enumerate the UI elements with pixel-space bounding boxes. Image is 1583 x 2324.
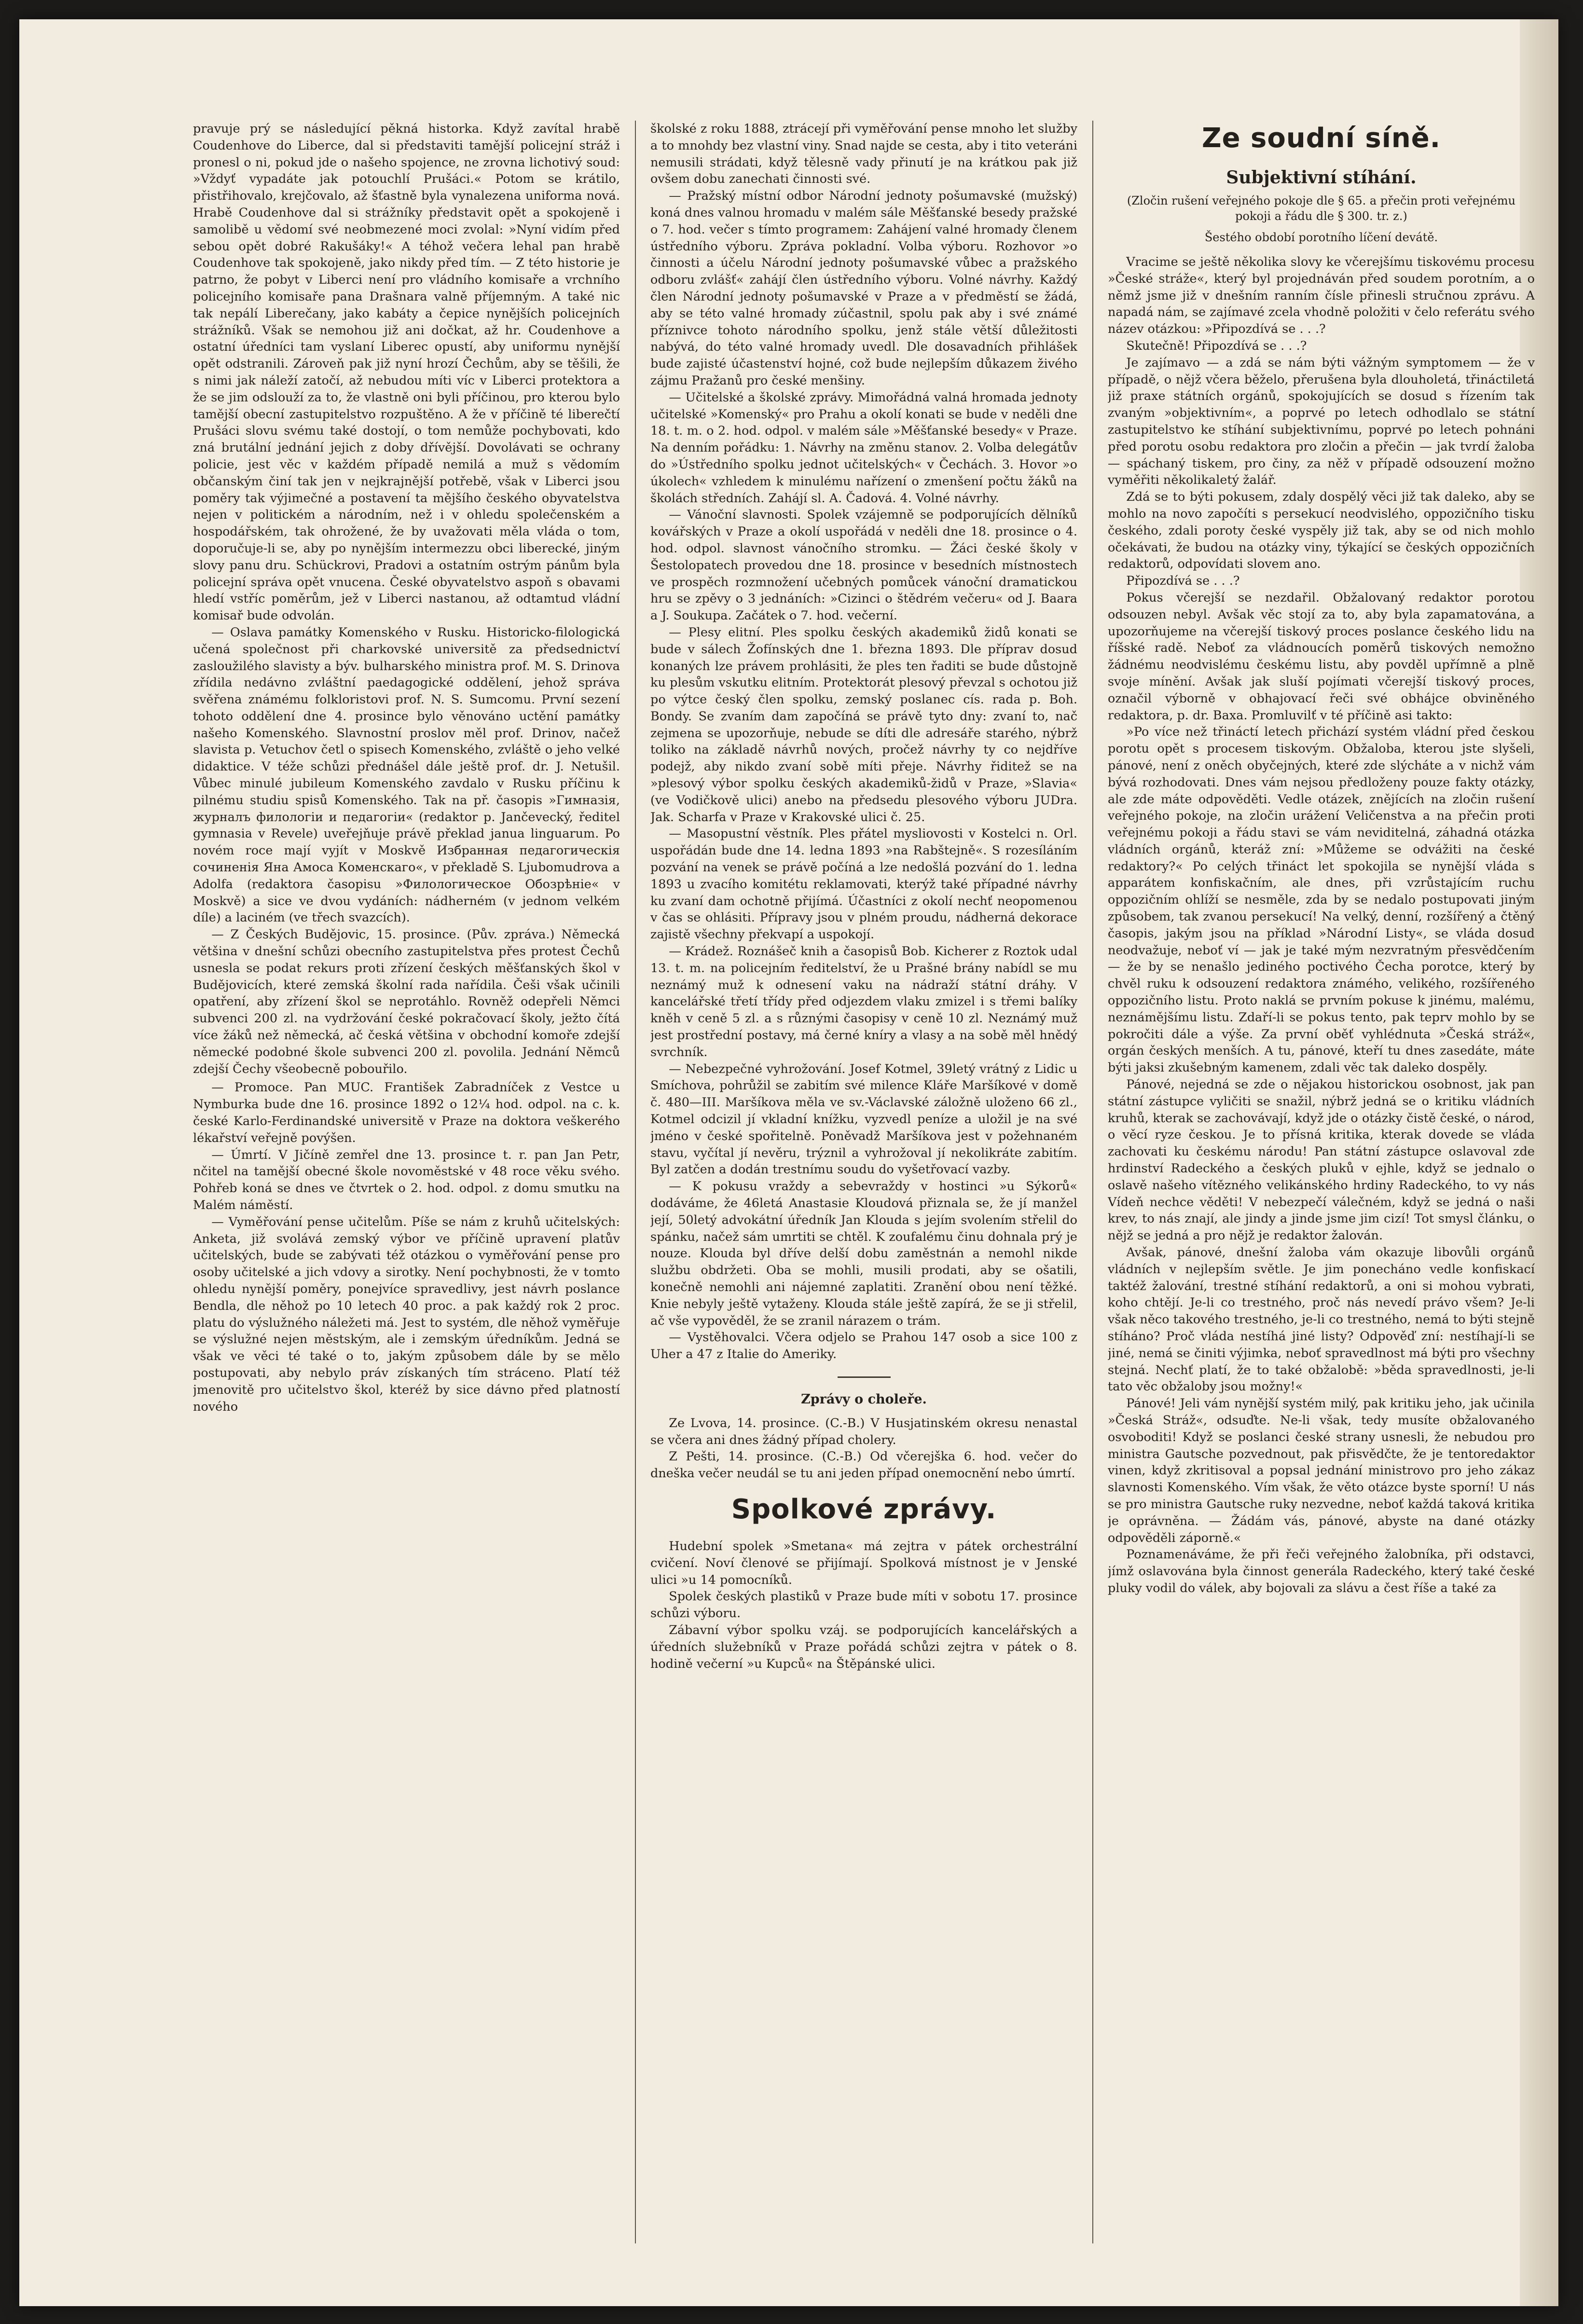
article-vystehovalci: — Vystěhovalci. Včera odjelo se Prahou 147 osob a sice 100 z Uher a 47 z Italie do Ameriky. xyxy=(650,1330,1077,1362)
court-paragraph: Vracime se ještě několika slovy ke včerejšímu tiskovému procesu »České stráže«, který byl projednáván před soudem porotním, a o němž jsme již v dnešním ranním čísle přinesli stručnou zprávu. A napadá nám, se zajímavé zcela vhodně položiti v čelo referátu svého název otázkou: »Připozdívá se . . .? xyxy=(1108,255,1535,337)
spolek-smetana: Hudební spolek »Smetana« má zejtra v pátek orchestrální cvičení. Noví členové se přijímají. Spolková místnost je v Jenské ulici »u 14 pomocníků. xyxy=(650,1539,1077,1587)
article-umrti: — Úmrtí. V Jičíně zemřel dne 13. prosince t. r. pan Jan Petr, nčitel na tamější obecné škole novoměstské v 48 roce věku svého. Pohřeb koná se dnes ve čtvrtek o 2. hod. odpol. z domu smutku na Malém náměstí. xyxy=(193,1147,620,1212)
cholera-heading: Zprávy o choleře. xyxy=(801,1391,927,1407)
section-separator xyxy=(838,1376,891,1378)
cholera-lvov: Ze Lvova, 14. prosince. (C.-B.) V Husjatinském okresu nenastal se včera ani dnes žádný případ cholery. xyxy=(650,1416,1077,1447)
article-komensky-russia: — Oslava památky Komenského v Rusku. Historicko-filologická učená společnost při charkovské universitě za předsednictví zasloužilého slavisty a býv. bulharského ministra prof. M. S. Drinova zřídila nedávno zvláštní paedagogické oddělení, jehož správa svěřena známému folkloristovi prof. N. S. Sumcomu. První sezení tohoto oddělení dne 4. prosince bylo věnováno uctění památky našeho Komenského. Slavnostní proslov měl prof. Drinov, načež slavista p. Vetuchov četl o spisech Komenského, zvláště o jeho velké didaktice. V téže schůzi přednášel dále ještě prof. dr. J. Netušil. Vůbec minulé jubileum Komenského zavdalo v Rusku příčinu k pilnému studiu spisů Komenského. Tak na př. časopis »Гимназія, журналъ филологіи и педагогіи« (redaktor p. Jančevecký, ředitel gymnasia v Revele) uveřejňuje právě překlad janua linguarum. Po novém roce mají vyjít v Moskvě Избранная педагогическія сочиненія Яна Амоса Коменскаго«, v překladě S. Ljubomudrova a Adolfa (redaktora časopisu »Филологическое Обозрѣніе« v Moskvě) a sice ve dvou vydáních: nádherném (v jednom velkém díle) a laciném (ve třech svazcích). xyxy=(193,625,620,925)
cholera-pest: Z Pešti, 14. prosince. (C.-B.) Od včerejška 6. hod. večer do dneška večer neudál se tu ani jeden případ onemocnění nebo úmrtí. xyxy=(650,1449,1077,1481)
court-paragraph: Pokus včerejší se nezdařil. Obžalovaný redaktor porotou odsouzen nebyl. Avšak věc stojí za to, aby byla zapamatována, a upozorňujeme na včerejší tiskový proces poslance českého lidu na říšské radě. Neboť za vládnoucích poměrů tiskových nemožno žádnému neodvislému českému listu, aby povděl upřímně a plně svoje mínění. Avšak jak sluší pojímati včerejší tiskový proces, označil výborně v obhajovací řeči své obhájce obviněného redaktora, p. dr. Baxa. Promluvilť v té příčině asi takto: xyxy=(1108,590,1535,723)
column-1 xyxy=(193,121,620,2243)
column-divider-2 xyxy=(1092,121,1093,2243)
article-promoce: — Promoce. Pan MUC. František Zabradníček z Vestce u Nymburka bude dne 16. prosince 1892 o 12¼ hod. odpol. na c. k. české Karlo-Ferdinandské universitě v Praze na doktora veškerého lékařství veřejně povýšen. xyxy=(193,1080,620,1145)
article-kradez: — Krádež. Roznášeč knih a časopisů Bob. Kicherer z Roztok udal 13. t. m. na policejním ředitelství, že u Prašné brány nabídl se mu neznámý muž k odnesení vaku na nádraží státní dráhy. V kancelářské třetí třídy před odjezdem vlaku zmizel i s třemi balíky kněh v ceně 5 zl. a s různými časopisy v ceně 10 zl. Neznámý muž jest prostřední postavy, má černé kníry a vlasy a na sobě měl hnědý svrchník. xyxy=(650,944,1077,1059)
day-note: Šestého období porotního líčení devátě. xyxy=(1204,231,1438,244)
court-paragraph: Avšak, pánové, dnešní žaloba vám okazuje libovůli orgánů vládních v nejlepším světle. Je jim ponecháno vedle konfiskací taktéž žalování, trestné stíhání redaktorů, a oni si mohou vybrati, koho chtějí. Je-li co trestného, proč nás nevedí právo všem? Je-li však něco takového trestného, je-li co trestného, nemá to býti stejně stíháno? Proč vláda nestíhá jiné listy? Odpověď zní: nestíhají-li se jiné, nemá se činiti výjimka, neboť spravedlnost má býti pro všechny stejná. Nechť platí, že to také obžalobě: »běda spravedlnosti, je-li tato věc obžaloby jsou možny!« xyxy=(1108,1245,1535,1394)
article-pense-continued: školské z roku 1888, ztrácejí při vyměřování pense mnoho let služby a to mnohdy bez vlastní viny. Snad najde se cesta, aby i tito veteráni nemusili strádati, když tělesně vady přinutí je na krátkou pak již ovšem dobu zanechati činnosti své. xyxy=(650,122,1077,187)
spolek-sluzebniku: Zábavní výbor spolku vzáj. se podporujících kancelářských a úředních služebníků v Praze pořádá schůzi zejtra v pátek o 8. hodině večerní »u Kupců« na Štěpánské ulici. xyxy=(650,1623,1077,1671)
court-paragraph: Zdá se to býti pokusem, zdaly dospělý věci již tak daleko, aby se mohlo na novo započíti s persekucí neodvislého, oppozičního tisku českého, zdali poroty české vyspěly již tak, aby se od nich mohlo očekávati, že budou na otázky viny, týkající se českých oppozičních redaktorů, odpovídati slovem ano. xyxy=(1108,490,1535,572)
court-paragraph: Je zajímavo — a zdá se nám býti vážným symptomem — že v případě, o nějž včera běželo, přerušena byla dlouholetá, třináctiletá již praxe státních orgánů, spokojujících se dosud s řízením tak zvaným »objektivním«, a poprvé po letech odhodlalo se státní zastupitelstvo ke stíhání subjektivnímu, poprvé po letech pohnáni před porotu osobu redaktora pro zločin a přečin — jak tvrdí žaloba — spáchaný tiskem, pro činy, za něž v případě odsouzení možno vyměřiti několikaletý žalář. xyxy=(1108,355,1535,488)
court-paragraph: Připozdívá se . . .? xyxy=(1126,574,1240,589)
article-pokus-vrazdy: — K pokusu vraždy a sebevraždy v hostinci »u Sýkorů« dodáváme, že 46letá Anastasie Kloudová přiznala se, že jí manžel její, 50letý advokátní úředník Jan Klouda s jejím svolením střelil do spánku, načež sám umrtiti se chtěl. K zoufalému činu dohnala prý je nouze. Klouda byl dříve delší dobu zaměstnán a nemohl nikde službu obdržeti. Oba se mohli, musili prodati, aby se ošatili, konečně nemohli ani nájemné zaplatiti. Zranění obou není těžké. Knie nebyly ještě vytaženy. Klouda stále ještě zapírá, že se ji střelil, ač vše vypověděl, že se zranil nárazem o trám. xyxy=(650,1179,1077,1328)
article-pense-ucitelum: — Vyměřování pense učitelům. Píše se nám z kruhů učitelských: Anketa, již svolává zemský výbor ve příčině upravení platův učitelských, bude se zabývati též otázkou o vyměřování pense pro osoby učitelské a jich vdovy a sirotky. Není pochybnosti, že v tomto ohledu nynější poměry, ponejvíce spravedlivy, jest návrh poslance Bendla, dle něhož po 10 letech 40 proc. a pak každý rok 2 proc. platu do výslužného náležeti má. Jest to systém, dle něhož vyměřuje se výslužné nejen městským, ale i zemským úředníkům. Jedná se však ve věci té také o to, jakým způsobem dále by se mělo postupovati, aby nebylo práv získaných tím stráceno. Platí též jmenovitě pro učitelstvo škol, kteréž by sice dávno před platností nového xyxy=(193,1214,620,1414)
article-skolske-zpravy: — Učitelské a školské zprávy. Mimořádná valná hromada jednoty učitelské »Komenský« pro Prahu a okolí konati se bude v neděli dne 18. t. m. o 2. hod. odpol. v malém sále »Měšťanské besedy« v Praze. Na denním pořádku: 1. Návrhy na změnu stanov. 2. Volba delegátův do »Ústředního spolku jednot učitelských« v Čechách. 3. Hovor »o úkolech« vzhledem k minulému nařízení o zmenšení počtu žáků na školách středních. Zahájí sl. A. Čadová. 4. Volné návrhy. xyxy=(650,390,1077,506)
article-liberec-police: pravuje prý se následující pěkná historka. Když zavítal hrabě Coudenhove do Liberce, dal si představiti tamější policejní stráž i pronesl o ni, pokud jde o našeho spojence, ne zrovna lichotivý soud: »Vždyť vypadáte jak potouchlí Prušáci.« Potom se krátilo, přistřihovalo, krejčovalo, až šťastně byla vynalezena uniforma nová. Hrabě Coudenhove dal si strážníky představit opět a spokojeně i samolibě u vědomí své neobmezené moci zvolal: »Nyní vidím před sebou opět dobré Rakušáky!« A téhož večera lehal pan hrabě Coudenhove tak spokojeně, jako nikdy před tím. — Z této historie je patrno, že pobyt v Liberci není pro vládního komisaře a vrchního policejního komisaře pana Drašnara valně příjemným. A také nic tak nepálí Liberečany, jako kabáty a čepice nynějších policejních strážníků. Však se nemohou již ani dočkat, až hr. Coudenhove a ostatní úředníci tam vyslaní Liberec opustí, aby uniformu nynější opět odstranili. Zároveň pak již nyní hrozí Čechům, aby se těšili, že s nimi jak náleží zatočí, až nebudou míti víc v Liberci protektora a že se jim odslouží za to, že vlastně oni byli příčinou, pro kterou bylo tamější obecní zastupitelstvo rozpuštěno. A že v příčině té liberečtí Prušáci slovu svému také dostojí, o tom nemůže pochybovati, kdo zná brutální jednání jejich z doby dřívější. Dovolávati se ochrany policie, jest věc v každém případě nemilá a muž s vědomím občanským činí tak jen v nejkrajnější potřebě, však v Liberci jsou poměry tak výjimečné a postavení ta mějšího českého obyvatelstva nejen v politickém a národním, než i v ohledu společenském a hospodářském, tak ohrožené, že by uvažovati měla vláda o tom, doporučuje-li se, aby po nynějším intermezzu obci liberecké, jiným slovy panu dru. Schückrovi, Pradovi a ostatním ostrým pánům byla policejní správa opět vnucena. České obyvatelstvo aspoň s obavami hledí vstříc poměrům, jež v Liberci nastanou, až odtamtud vládní komisař bude odvolán. xyxy=(193,122,620,623)
column-3 xyxy=(1108,121,1535,2243)
ze-soudni-sine-heading: Ze soudní síně. xyxy=(1201,123,1441,154)
court-paragraph: Skutečně! Připozdívá se . . .? xyxy=(1126,338,1307,353)
article-vanocni-slavnosti: — Vánoční slavnosti. Spolek vzájemně se podporujících dělníků kovářských v Praze a okolí uspořádá v neděli dne 18. prosince o 4. hod. odpol. slavnost vánočního stromku. — Žáci české školy v Šestolopatech provedou dne 18. prosince v besedních místnostech ve prospěch rozmnožení učebných pomůcek vánoční dramatickou hru se zpěvy o 3 jednáních: »Cizinci o štědrém večeru« od J. Baara a J. Soukupa. Začátek o 7. hod. večerní. xyxy=(650,508,1077,623)
article-vyhrozovani: — Nebezpečné vyhrožování. Josef Kotmel, 39letý vrátný z Lidic u Smíchova, pohrůžil se zabitím své milence Kláře Maršíkové v domě č. 480—III. Maršíkova měla ve sv.-Václavské záložně uloženo 66 zl., Kotmel odcizil jí vkladní knížku, vyzvedl peníze a uložil je na své jméno v české spořitelně. Poněvadž Maršíkova jest v požehnaném stavu, vyčítal jí nevěru, trýznil a vyhrožoval jí nekolikráte zabitím. Byl zatčen a dodán trestnímu soudu do vyšetřovací vazby. xyxy=(650,1061,1077,1177)
spolkove-zpravy-heading: Spolkové zprávy. xyxy=(731,1493,997,1525)
article-ceske-budejovice: — Z Českých Budějovic, 15. prosince. (Pův. zpráva.) Německá většina v dnešní schůzi obecního zastupitelstva přes protest Čechů usnesla se podat rekurs proti zřízení českých měšťanských škol v Budějovicích, které zemská školní rada nařídila. Češi však učinili opatření, aby zřízení škol se neprotáhlo. Rovněž odepřeli Němci subvenci 200 zl. na vydržování české pokračovací školy, ježto čítá více žáků než německá, ač česká většina v obchodní komoře zdejší německé podobné škole subvenci 200 zl. povolila. Jednání Němců zdejší Čechy všeobecně pobouřilo. xyxy=(193,927,620,1076)
court-paragraph: Pánové! Jeli vám nynější systém milý, pak kritiku jeho, jak učinila »Česká Stráž«, odsuďte. Ne-li však, tedy musíte obžalovaného osvoboditi! Když se poslanci české strany usnesli, že nebudou pro ministra Gautsche pozvednout, pak přisvědčte, že je tentoredaktor vinen, když zkritisoval a popsal jednání ministrovo pro jeho zákaz slavnosti Komenského. Vím však, že věto otázce byste sporní! U nás se pro ministra Gautsche ruky nezvedne, neboť každá taková kritika je oprávněna. — Žádám vás, pánové, abyste na dané otázky odpověděli záporně.« xyxy=(1108,1396,1535,1545)
court-paragraph: Poznamenáváme, že při řeči veřejného žalobníka, při odstavci, jímž oslavována byla činnost generála Radeckého, který také české pluky vodil do válek, aby bojovali za slávu a čest říše a také za xyxy=(1108,1547,1535,1595)
newspaper-page xyxy=(19,19,1558,2306)
case-note: (Zločin rušení veřejného pokoje dle § 65. a přečin proti veřejnému pokoji a řádu dle § 300. tr. z.) xyxy=(1127,194,1516,223)
column-2 xyxy=(650,121,1077,2243)
spolek-plastiku: Spolek českých plastiků v Praze bude míti v sobotu 17. prosince schůzi výboru. xyxy=(650,1589,1077,1621)
court-paragraph: »Po více než třináctí letech přichází systém vládní před českou porotu opět s procesem tiskovým. Obžaloba, kterou jste slyšeli, pánové, není z oněch obyčejných, které zde slýcháte a v nichž vám bývá rozhodovati. Dnes vám nejsou předloženy pouze fakty otázky, ale zde máte odpověděti. Vedle otázek, znějících na zločin rušení veřejného pokoje, na zločin urážení Veličenstva a na přečin proti veřejnému pokoji a řádu stavi se vám neviditelná, záhadná otázka vládních orgánů, kteráž zní: »Můžeme se odvážiti na české redaktory?« Po celých třináct let spokojila se nynější vláda s apparátem konfiskačním, ale dnes, při vzrůstajícím ruchu oppozičním ohlíží se nesměle, zda by se nedalo postupovati jiným způsobem, tak zvanou persekucí! Na velký, denní, rozšířený a čtěný časopis, jakým jsou na příklad »Národní Listy«, se vláda dosud neodvažuje, neboť ví — jak je také mým nezvratným přesvědčením — že by se nenašlo jediného poctivého Čecha porotce, který by chvěl ruku k odsouzení redaktora známého, velikého, rozšířeného oppozičního listu. Proto naklá se prvním pokuse k jinému, malému, neznámějšímu listu. Zdaří-li se pokus tento, pak teprv mohlo by se pokročiti dále a výše. Za první oběť vyhlédnuta »Česká stráž«, orgán českých menších. A tu, pánové, kteří tu dnes zasedáte, máte býti jaksi zkušebným kamenem, zdali věc tak daleko dospěly. xyxy=(1108,725,1535,1075)
article-plesy-elitni: — Plesy elitní. Ples spolku českých akademiků židů konati se bude v sálech Žofínských dne 1. března 1893. Dle příprav dosud konaných lze právem prohlásiti, že ples ten řaditi se bude důstojně ku plesům vskutku elitním. Protektorát plesový převzal s ochotou již po výtce český člen spolku, zemský poslanec cís. rada p. Boh. Bondy. Se zvaním dam započíná se právě tyto dny: zvaní to, nač zejmena se upozorňuje, nebude se díti dle adresáře starého, nýbrž toliko na základě návrhů nových, pročež návrhy ty co nejdříve podejž, aby nikdo zvaní sobě míti přeje. Návrhy řiditež se na »plesový výbor spolku českých akademiků-židů v Praze, »Slavia« (ve Vodičkově ulici) anebo na předsedu plesového výboru JUDra. Jak. Scharfa v Praze v Krakovské ulici č. 25. xyxy=(650,625,1077,825)
column-divider-1 xyxy=(635,121,636,2243)
court-paragraph: Pánové, nejedná se zde o nějakou historickou osobnost, jak pan státní zástupce vyličiti se snažil, nýbrž jedná se o kritiku vládních kruhů, kterak se zachovávají, když jde o otázky čistě české, o národ, o věcí ryze českou. Je to přísná kritika, kterak dovede se vláda zachovati ku českému národu! Pan státní zástupce oslavoval zde hrdinství Radeckého a českých pluků v ejhle, když se jednalo o oslavě našeho vítězného velikánského hrdiny Radeckého, to vy nás Vídeň nechce věděti! V nebezpečí válečném, když se jedná o naši krev, to nás znají, ale jindy a jinde jsme jim cizí! Tot smysl článku, o nějž se jedná a pro nějž je redaktor žalován. xyxy=(1108,1077,1535,1243)
subjektivni-stihani-heading: Subjektivní stíhání. xyxy=(1226,167,1417,188)
article-masopustni-vestnik: — Masopustní věstník. Ples přátel mysliovosti v Kostelci n. Orl. uspořádán bude dne 14. ledna 1893 »na Rabštejně«. S rozesíláním pozvání na venek se právě počíná a lze nedošlá pozvání do 1. ledna 1893 u zvacího komitétu reklamovati, kterýž také případné návrhy ku zvaní dam ochotně přijímá. Účastníci z okolí nechť neopomenou v čas se ohlásiti. Přípravy jsou v plném proudu, nádherná dekorace zajistě všechny překvapí a uspokojí. xyxy=(650,826,1077,942)
article-jednota-posumavska: — Pražský místní odbor Národní jednoty pošumavské (mužský) koná dnes valnou hromadu v malém sále Měšťanské besedy pražské o 7. hod. večer s tímto programem: Zahájení valné hromady členem ústředního výboru. Zpráva pokladní. Volba výboru. Rozhovor »o činnosti a účelu Národní jednoty pošumavské vůbec a pražského odboru zvlášť« zahájí člen ústředního výboru. Volné návrhy. Každý člen Národní jednoty pošumavské v Praze a v předměstí se žádá, aby se této valné hromady zúčastnil, spolu pak aby i své známé příznivce tohoto národního spolku, jenž stále větší důležitosti nabývá, do této valné hromady uvedl. Dle dosavadních přihlášek bude zajisté účastenství hojné, což bude nejlepším důkazem živého zájmu Pražanů pro české menšiny. xyxy=(650,189,1077,388)
